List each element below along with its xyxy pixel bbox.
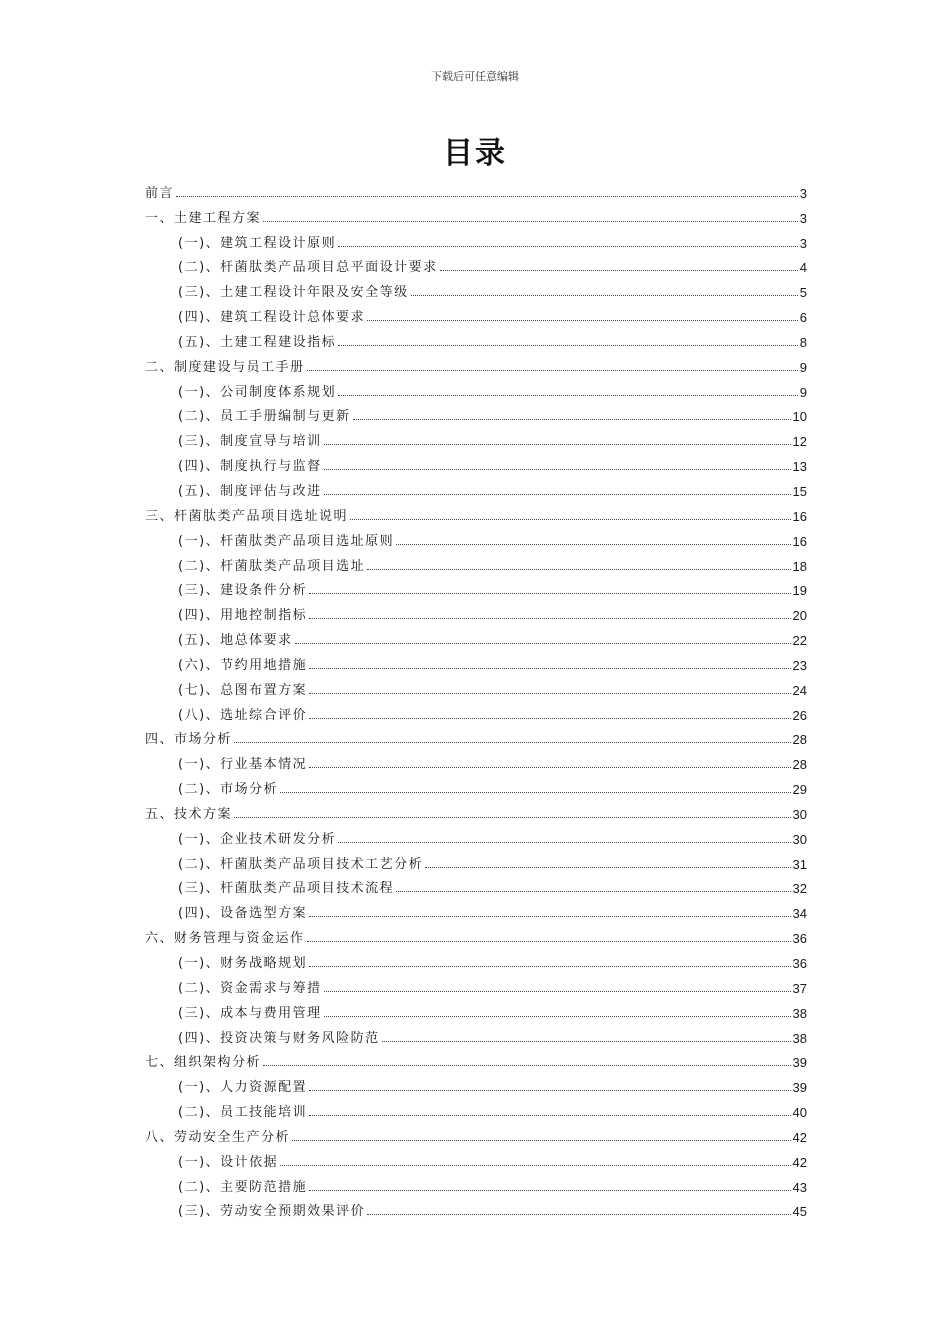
- toc-entry-page-number: 10: [792, 409, 807, 425]
- dot-leader: [338, 395, 798, 396]
- dot-leader: [280, 1165, 790, 1166]
- toc-entry-page-number: 16: [792, 508, 807, 524]
- toc-entry[interactable]: [145, 499, 807, 524]
- toc-entry-page-number: 5: [799, 285, 807, 301]
- dot-leader: [440, 270, 798, 271]
- toc-entry-label: (三)、成本与费用管理: [178, 1005, 322, 1021]
- toc-entry-page-number: 30: [792, 831, 807, 847]
- toc-entry[interactable]: [145, 723, 807, 748]
- toc-entry-label: (一)、行业基本情况: [178, 757, 308, 773]
- toc-entry-label: (一)、公司制度体系规划: [178, 384, 337, 400]
- toc-entry[interactable]: [145, 872, 807, 897]
- toc-entry[interactable]: [145, 251, 807, 276]
- toc-entry-page-number: 6: [799, 310, 807, 326]
- toc-entry-label: (二)、主要防范措施: [178, 1179, 308, 1195]
- toc-entry-label: (一)、财务战略规划: [178, 956, 308, 971]
- toc-entry[interactable]: [145, 598, 807, 623]
- dot-leader: [353, 419, 791, 420]
- toc-entry-page-number: 12: [792, 434, 807, 450]
- dot-leader: [382, 1041, 791, 1042]
- dot-leader: [309, 668, 790, 669]
- toc-entry[interactable]: [145, 474, 807, 499]
- dot-leader: [411, 295, 798, 296]
- toc-entry-page-number: 24: [792, 682, 807, 698]
- dot-leader: [324, 494, 791, 495]
- toc-entry-label: (四)、建筑工程设计总体要求: [178, 310, 366, 326]
- toc-entry[interactable]: [145, 549, 807, 574]
- toc-entry-page-number: 23: [792, 657, 807, 673]
- toc-entry-page-number: 15: [792, 483, 807, 499]
- toc-entry[interactable]: [145, 1145, 807, 1170]
- toc-entry[interactable]: [145, 623, 807, 648]
- dot-leader: [396, 544, 790, 545]
- toc-entry[interactable]: [145, 946, 807, 971]
- dot-leader: [307, 941, 791, 942]
- toc-entry-page-number: 39: [792, 1080, 807, 1096]
- toc-entry[interactable]: [145, 772, 807, 797]
- toc-entry-label: 五、技术方案: [145, 806, 233, 822]
- toc-entry[interactable]: [145, 350, 807, 375]
- toc-entry-page-number: 19: [792, 583, 807, 599]
- dot-leader: [309, 1190, 790, 1191]
- toc-entry[interactable]: [145, 176, 807, 201]
- dot-leader: [338, 246, 798, 247]
- toc-entry-label: 三、杆菌肽类产品项目选址说明: [145, 508, 349, 524]
- toc-entry-label: 四、市场分析: [145, 732, 233, 748]
- dot-leader: [263, 221, 798, 222]
- toc-title: 目录: [443, 136, 507, 171]
- toc-entry-label: (一)、建筑工程设计原则: [178, 235, 337, 251]
- toc-entry-label: 八、劳动安全生产分析: [145, 1129, 291, 1145]
- dot-leader: [307, 370, 798, 371]
- toc-entry-page-number: 4: [799, 260, 807, 276]
- toc-entry[interactable]: [145, 971, 807, 996]
- toc-entry-page-number: 9: [799, 359, 807, 375]
- toc-entry[interactable]: [145, 1070, 807, 1095]
- toc-entry-label: (二)、杆菌肽类产品项目选址: [178, 558, 366, 574]
- toc-entry-label: (二)、员工技能培训: [178, 1105, 308, 1121]
- toc-entry-label: (三)、杆菌肽类产品项目技术流程: [178, 881, 395, 897]
- toc-entry[interactable]: [145, 1046, 807, 1071]
- toc-entry[interactable]: [145, 1195, 807, 1220]
- toc-entry-label: (四)、设备选型方案: [178, 906, 308, 922]
- toc-entry-page-number: 34: [792, 906, 807, 922]
- toc-entry[interactable]: [145, 449, 807, 474]
- toc-entry-page-number: 31: [792, 856, 807, 872]
- toc-entry-label: (一)、杆菌肽类产品项目选址原则: [178, 533, 395, 549]
- toc-entry-label: (二)、员工手册编制与更新: [178, 409, 351, 425]
- toc-entry[interactable]: [145, 524, 807, 549]
- header-note: 下载后可任意编辑: [431, 70, 519, 83]
- toc-entry-label: (四)、制度执行与监督: [178, 459, 322, 475]
- toc-entry[interactable]: [145, 648, 807, 673]
- toc-entry-page-number: 40: [792, 1105, 807, 1121]
- toc-entry[interactable]: [145, 747, 807, 772]
- toc-entry[interactable]: [145, 325, 807, 350]
- toc-entry[interactable]: [145, 822, 807, 847]
- toc-entry[interactable]: [145, 1120, 807, 1145]
- toc-entry-label: (一)、企业技术研发分析: [178, 831, 337, 847]
- toc-entry[interactable]: [145, 226, 807, 251]
- dot-leader: [324, 469, 791, 470]
- toc-entry-page-number: 39: [792, 1055, 807, 1071]
- toc-entry-page-number: 13: [792, 459, 807, 475]
- toc-entry-label: (五)、制度评估与改进: [178, 483, 322, 499]
- toc-entry-page-number: 3: [799, 235, 807, 251]
- dot-leader: [396, 891, 790, 892]
- dot-leader: [367, 569, 790, 570]
- toc-entry[interactable]: [145, 300, 807, 325]
- toc-entry-label: (四)、投资决策与财务风险防范: [178, 1030, 380, 1046]
- toc-entry[interactable]: [145, 797, 807, 822]
- toc-entry-label: (三)、土建工程设计年限及安全等级: [178, 285, 409, 301]
- toc-entry-label: (二)、杆菌肽类产品项目总平面设计要求: [178, 260, 438, 276]
- toc-entry-label: (二)、杆菌肽类产品项目技术工艺分析: [178, 856, 424, 872]
- toc-entry-page-number: 22: [792, 633, 807, 649]
- toc-entry[interactable]: [145, 1170, 807, 1195]
- table-of-contents: [145, 176, 807, 1219]
- toc-entry-label: (六)、节约用地措施: [178, 657, 308, 673]
- toc-entry-label: 七、组织架构分析: [145, 1055, 262, 1071]
- toc-entry[interactable]: [145, 275, 807, 300]
- dot-leader: [309, 718, 790, 719]
- dot-leader: [309, 1090, 790, 1091]
- toc-entry[interactable]: [145, 698, 807, 723]
- dot-leader: [338, 345, 798, 346]
- dot-leader: [309, 593, 790, 594]
- toc-entry[interactable]: [145, 424, 807, 449]
- dot-leader: [324, 1016, 791, 1017]
- dot-leader: [324, 444, 791, 445]
- toc-entry[interactable]: [145, 375, 807, 400]
- toc-entry-page-number: 45: [792, 1204, 807, 1220]
- toc-entry-label: (八)、选址综合评价: [178, 707, 308, 723]
- toc-entry[interactable]: [145, 201, 807, 226]
- toc-entry-page-number: 36: [792, 956, 807, 971]
- dot-leader: [280, 792, 790, 793]
- dot-leader: [367, 1214, 790, 1215]
- toc-entry[interactable]: [145, 1095, 807, 1120]
- toc-entry[interactable]: [145, 996, 807, 1021]
- toc-entry[interactable]: [145, 921, 807, 946]
- dot-leader: [176, 196, 798, 197]
- dot-leader: [295, 643, 791, 644]
- dot-leader: [263, 1065, 791, 1066]
- toc-entry-label: 二、制度建设与员工手册: [145, 359, 305, 375]
- toc-entry-label: 一、土建工程方案: [145, 210, 262, 226]
- dot-leader: [309, 767, 790, 768]
- toc-entry-label: 前言: [145, 185, 175, 201]
- toc-entry[interactable]: [145, 673, 807, 698]
- dot-leader: [234, 742, 791, 743]
- toc-entry-page-number: 30: [792, 806, 807, 822]
- toc-entry-page-number: 28: [792, 732, 807, 748]
- toc-entry-page-number: 38: [792, 1005, 807, 1021]
- toc-entry-page-number: 9: [799, 384, 807, 400]
- toc-entry-label: (五)、土建工程建设指标: [178, 334, 337, 350]
- toc-entry-label: (五)、地总体要求: [178, 633, 293, 649]
- dot-leader: [309, 916, 790, 917]
- toc-entry-page-number: 37: [792, 980, 807, 996]
- toc-entry-page-number: 42: [792, 1154, 807, 1170]
- toc-entry-page-number: 32: [792, 881, 807, 897]
- toc-entry-label: (三)、劳动安全预期效果评价: [178, 1204, 366, 1220]
- toc-entry[interactable]: [145, 1021, 807, 1046]
- toc-entry-page-number: 3: [799, 185, 807, 201]
- toc-entry[interactable]: [145, 400, 807, 425]
- toc-entry-page-number: 42: [792, 1129, 807, 1145]
- toc-entry-page-number: 18: [792, 558, 807, 574]
- toc-entry-page-number: 16: [792, 533, 807, 549]
- dot-leader: [338, 842, 790, 843]
- toc-entry-label: (二)、市场分析: [178, 782, 279, 798]
- toc-entry-page-number: 43: [792, 1179, 807, 1195]
- toc-entry[interactable]: [145, 896, 807, 921]
- toc-entry-label: (四)、用地控制指标: [178, 608, 308, 624]
- dot-leader: [309, 966, 790, 967]
- dot-leader: [309, 618, 790, 619]
- toc-entry-page-number: 36: [792, 931, 807, 947]
- dot-leader: [309, 693, 790, 694]
- toc-entry-page-number: 28: [792, 757, 807, 773]
- dot-leader: [292, 1140, 791, 1141]
- toc-entry-label: (三)、制度宣导与培训: [178, 434, 322, 450]
- toc-entry-label: (一)、人力资源配置: [178, 1080, 308, 1096]
- toc-entry[interactable]: [145, 574, 807, 599]
- toc-entry[interactable]: [145, 847, 807, 872]
- dot-leader: [324, 991, 791, 992]
- dot-leader: [234, 817, 791, 818]
- dot-leader: [350, 519, 791, 520]
- toc-entry-page-number: 20: [792, 608, 807, 624]
- toc-entry-label: (一)、设计依据: [178, 1154, 279, 1170]
- toc-entry-page-number: 26: [792, 707, 807, 723]
- toc-entry-label: (三)、建设条件分析: [178, 583, 308, 599]
- dot-leader: [309, 1115, 790, 1116]
- toc-entry-label: (七)、总图布置方案: [178, 682, 308, 698]
- toc-entry-page-number: 29: [792, 782, 807, 798]
- dot-leader: [425, 867, 790, 868]
- toc-entry-page-number: 3: [799, 210, 807, 226]
- toc-entry-label: 六、财务管理与资金运作: [145, 931, 305, 947]
- toc-entry-page-number: 38: [792, 1030, 807, 1046]
- toc-entry-label: (二)、资金需求与筹措: [178, 980, 322, 996]
- toc-entry-page-number: 8: [799, 334, 807, 350]
- dot-leader: [367, 320, 798, 321]
